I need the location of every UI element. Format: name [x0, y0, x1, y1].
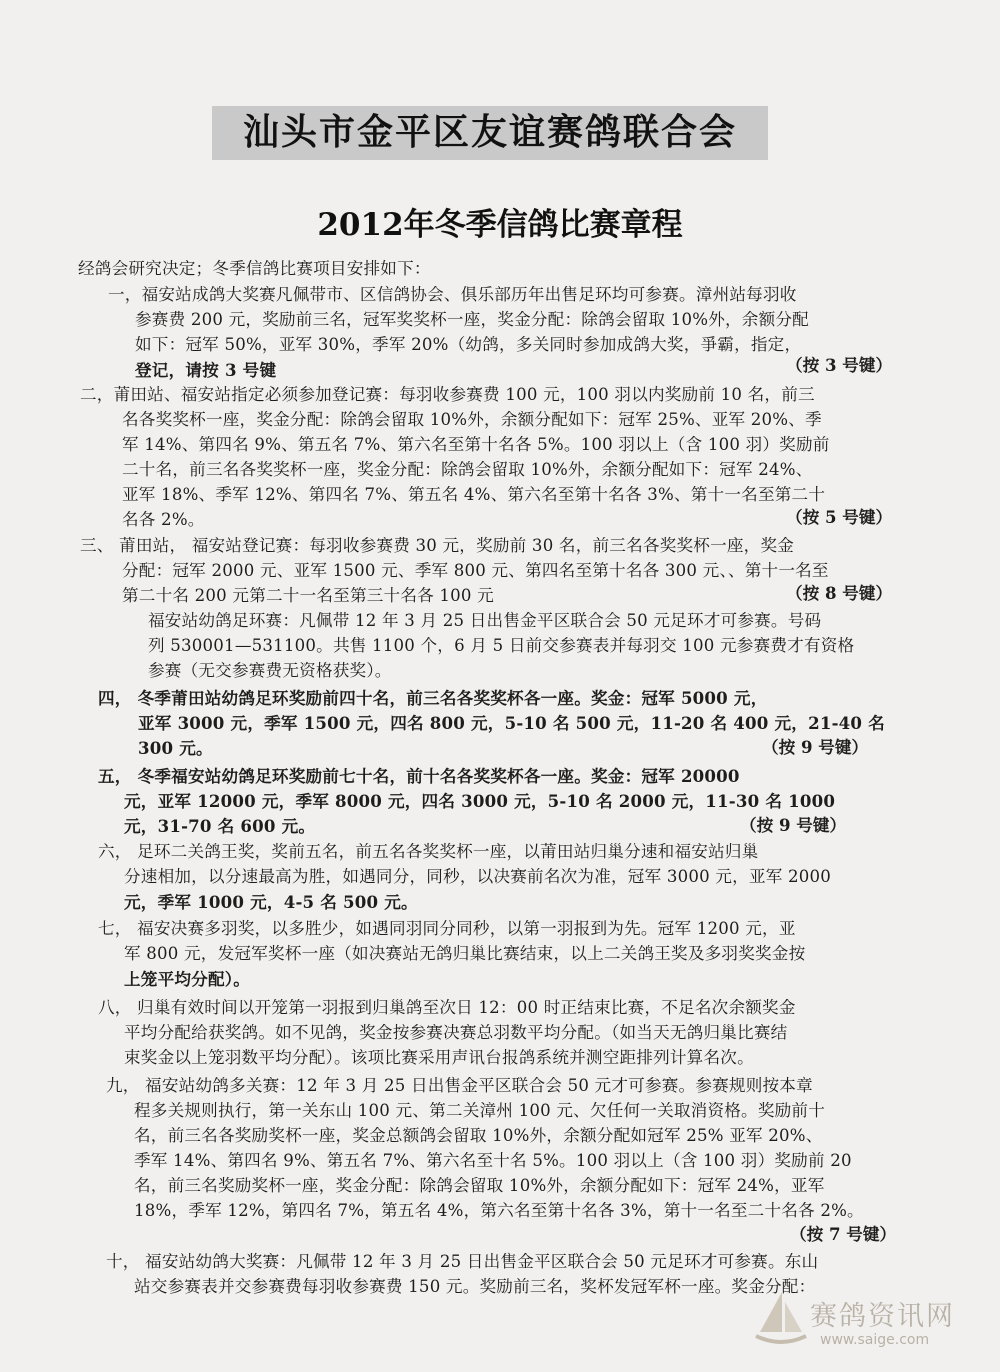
sec10-line-1: 十， 福安站幼鸽大奖赛：凡佩带 12 年 3 月 25 日出售金平区联合会 50 元足环才可参赛。东山	[106, 1252, 819, 1271]
sec5-line-3: 元，31-70 名 600 元。	[124, 816, 316, 836]
sec9-line-4: 季军 14%、第四名 9%、第五名 7%、第六名至十名 5%。100 羽以上（含 100 羽）奖励前 20	[134, 1151, 852, 1170]
sec10-line-2: 站交参赛表并交参赛费每羽收参赛费 150 元。奖励前三名，奖杯发冠军杯一座。奖金分配：	[134, 1277, 816, 1296]
sec6-line-1: 六， 足环二关鸽王奖，奖前五名，前五名各奖奖杯一座，以莆田站归巢分速和福安站归巢	[98, 842, 759, 861]
sec9-line-2: 程多关规则执行，第一关东山 100 元、第二关漳州 100 元、欠任何一关取消资格。奖励前十	[134, 1101, 826, 1120]
sec1-line-4: 登记，请按 3 号键	[135, 360, 277, 380]
sec9-line-5: 名，前三名奖励奖杯一座，奖金分配：除鸽会留取 10%外，余额分配如下：冠军 24%，亚军	[134, 1176, 825, 1195]
sec5-line-2: 元，亚军 12000 元，季军 8000 元，四名 3000 元，5-10 名 2000 元，11-30 名 1000	[124, 791, 836, 811]
sec4-line-2: 亚军 3000 元，季军 1500 元，四名 800 元，5-10 名 500 元，11-20 名 400 元，21-40 名	[138, 713, 885, 733]
sec3-line-5: 列 530001—531100。共售 1100 个，6 月 5 日前交参赛表并每羽交 100 元参赛费才有资格	[148, 636, 855, 655]
sec9-line-6: 18%，季军 12%，第四名 7%，第五名 4%，第六名至第十名各 3%，第十一名至二十名各 2%。	[134, 1201, 864, 1220]
sec7-line-1: 七， 福安决赛多羽奖，以多胜少，如遇同羽同分同秒，以第一羽报到为先。冠军 1200 元，亚	[98, 919, 796, 938]
sec9-line-3: 名，前三名各奖励奖杯一座，奖金总额鸽会留取 10%外，余额分配如冠军 25% 亚军 20%、	[134, 1126, 823, 1145]
sec3-key-note: （按 8 号键）	[786, 583, 893, 603]
sec3-line-4: 福安站幼鸽足环赛：凡佩带 12 年 3 月 25 日出售金平区联合会 50 元足环才可参赛。号码	[148, 611, 822, 630]
sec2-line-1: 二，莆田站、福安站指定必须参加登记赛：每羽收参赛费 100 元，100 羽以内奖励前 10 名，前三	[80, 385, 815, 404]
sec4-line-1: 四， 冬季莆田站幼鸽足环奖励前四十名，前三名各奖奖杯各一座。奖金：冠军 5000 元，	[98, 688, 768, 708]
sec2-key-note: （按 5 号键）	[786, 507, 893, 527]
sec6-line-3: 元，季军 1000 元，4-5 名 500 元。	[124, 892, 418, 912]
sec7-line-3: 上笼平均分配）。	[124, 969, 251, 989]
sailboat-logo-icon	[752, 1288, 810, 1350]
sec8-line-1: 八， 归巢有效时间以开笼第一羽报到归巢鸽至次日 12：00 时正结束比赛，不足名次余额奖金	[98, 998, 796, 1017]
sec2-line-3: 军 14%、第四名 9%、第五名 7%、第六名至第十名各 5%。100 羽以上（含 100 羽）奖励前	[122, 435, 830, 454]
watermark-url: www.saige.com	[820, 1332, 930, 1348]
sec2-line-6: 名各 2%。	[122, 510, 205, 529]
sec9-line-1: 九， 福安站幼鸽多关赛：12 年 3 月 25 日出售金平区联合会 50 元才可参赛。参赛规则按本章	[106, 1076, 813, 1095]
sec5-line-1: 五， 冬季福安站幼鸽足环奖励前七十名，前十名各奖奖杯各一座。奖金：冠军 20000	[98, 766, 740, 786]
sec1-line-3: 如下：冠军 50%，亚军 30%，季军 20%（幼鸽，多关同时参加成鸽大奖，爭霸，指定，	[135, 335, 802, 354]
sec1-line-2: 参赛费 200 元，奖励前三名，冠军奖奖杯一座，奖金分配：除鸽会留取 10%外，余额分配	[135, 310, 809, 329]
sec3-line-6: 参赛（无交参赛费无资格获奖）。	[148, 661, 392, 680]
document-subtitle: 2012年冬季信鸽比赛章程	[317, 207, 683, 243]
sec2-line-5: 亚军 18%、季军 12%、第四名 7%、第五名 4%、第六名至第十名各 3%、第十一名至第二十	[122, 485, 826, 504]
sec5-key-note: （按 9 号键）	[740, 815, 847, 835]
sec9-key-note: （按 7 号键）	[790, 1224, 897, 1244]
sec3-line-3: 第二十名 200 元第二十一名至第三十名各 100 元	[122, 586, 494, 605]
document-title: 汕头市金平区友谊赛鸽联合会	[212, 106, 768, 160]
intro-line: 经鸽会研究决定；冬季信鸽比赛项目安排如下：	[78, 259, 431, 278]
sec4-key-note: （按 9 号键）	[762, 737, 869, 757]
sec2-line-2: 名各奖奖杯一座，奖金分配：除鸽会留取 10%外，余额分配如下：冠军 25%、亚军 20%、季	[122, 410, 822, 429]
sec3-line-1: 三、 莆田站， 福安站登记赛：每羽收参赛费 30 元，奖励前 30 名，前三名各奖奖杯一座，奖金	[80, 536, 795, 555]
sec8-line-2: 平均分配给获奖鸽。如不见鸽，奖金按参赛决赛总羽数平均分配。（如当天无鸽归巢比赛结	[124, 1023, 788, 1042]
sec3-line-2: 分配：冠军 2000 元、亚军 1500 元、季军 800 元、第四名至第十名各 300 元、、第十一名至	[122, 561, 829, 580]
sec2-line-4: 二十名，前三名各奖奖杯一座，奖金分配：除鸽会留取 10%外，余额分配如下：冠军 24%、	[122, 460, 813, 479]
sec1-key-note: （按 3 号键）	[786, 355, 893, 375]
sec1-line-1: 一，福安站成鸽大奖赛凡佩带市、区信鸽协会、俱乐部历年出售足环均可参赛。漳州站每羽收	[108, 285, 797, 304]
sec7-line-2: 军 800 元，发冠军奖杯一座（如决赛站无鸽归巢比赛结束，以上二关鸽王奖及多羽奖奖金按	[124, 944, 806, 963]
watermark-site-name: 赛鸽资讯网	[810, 1301, 955, 1332]
sec4-line-3: 300 元。	[138, 738, 213, 758]
site-watermark	[752, 1288, 982, 1358]
sec8-line-3: 束奖金以上笼羽数平均分配）。该项比赛采用声讯台报鸽系统并测空距排列计算名次。	[124, 1048, 754, 1067]
sec6-line-2: 分速相加，以分速最高为胜，如遇同分，同秒，以决赛前名次为准，冠军 3000 元，亚军 2000	[124, 867, 832, 886]
